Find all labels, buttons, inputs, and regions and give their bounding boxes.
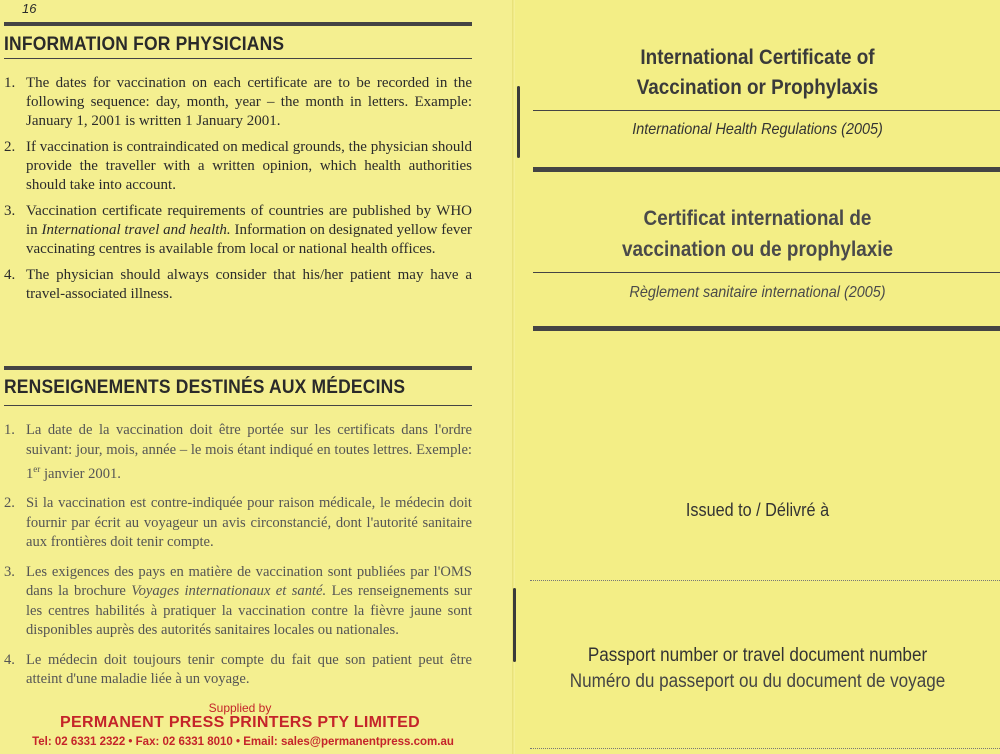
title-rule <box>533 272 1000 273</box>
list-item: 2. Si la vaccination est contre-indiquée pour raison médicale, le médecin doit fournir par écrit au voyageur un avis circonstancié, dont l'autorité sanitaire aux frontières doit tenir compte. <box>4 495 472 551</box>
margin-mark <box>513 588 516 662</box>
section-rule <box>4 366 472 370</box>
title-rule <box>533 110 1000 111</box>
physician-info-list-fr <box>4 421 473 700</box>
certificate-title-fr-line2: vaccination ou de prophylaxie <box>622 238 893 261</box>
heading-fr-underline <box>4 405 472 406</box>
heading-en-underline <box>4 58 472 59</box>
list-item: 1. The dates for vaccination on each certificate are to be recorded in the following sequence: day, month, year – the month in letters. Example: January 1, 2001 is written 1 January 2001. <box>4 75 472 129</box>
page-number: 16 <box>22 1 37 16</box>
issued-to-label: Issued to / Délivré à <box>685 500 830 520</box>
list-item: 4. Le médecin doit toujours tenir compte du fait que son patient peut être atteint d'une maladie liée à un voyage. <box>4 651 472 688</box>
publication-title: Voyages internationaux et santé. <box>131 583 327 600</box>
issued-to-line <box>530 580 1000 581</box>
list-item: 1. La date de la vaccination doit être portée sur les certificats dans l'ordre suivant: jour, mois, année – le mois étant indiqué en toutes lettres. Exemple: 1er janvier 2001. <box>4 422 472 482</box>
list-item: 3. Vaccination certificate requirements of countries are published by WHO in International travel and health. Information on designated yellow fever vaccinating centres is available from local or national health offices. <box>4 203 473 257</box>
publication-title: International travel and health. <box>41 222 231 238</box>
section-rule <box>533 326 1000 331</box>
heading-en: INFORMATION FOR PHYSICIANS <box>4 34 285 55</box>
right-page <box>515 0 1000 754</box>
passport-number-line <box>530 748 1000 749</box>
supplier-label: Supplied by <box>208 701 272 715</box>
regulations-subtitle-en: International Health Regulations (2005) <box>632 121 883 138</box>
section-rule <box>533 167 1000 172</box>
list-item: 3. Les exigences des pays en matière de vaccination sont publiées par l'OMS dans la brochure Voyages internationaux et santé. Les renseignements sur les centres habilités à pratiquer la vaccination contre la fièvre jaune sont disponibles auprès des autorités sanitaires locales ou nationales. <box>4 563 473 639</box>
supplier-name: PERMANENT PRESS PRINTERS PTY LIMITED <box>60 714 420 731</box>
certificate-title-fr-line1: Certificat international de <box>643 207 872 230</box>
list-item: 2. If vaccination is contraindicated on medical grounds, the physician should provide the traveller with a written opinion, which health authorities should take into account. <box>4 139 472 193</box>
list-item: 4. The physician should always consider that his/her patient may have a travel-associated illness. <box>4 267 472 302</box>
certificate-title-en-line2: Vaccination or Prophylaxis <box>636 76 879 99</box>
top-rule <box>4 22 472 26</box>
physician-info-list-en <box>4 74 473 311</box>
heading-fr: RENSEIGNEMENTS DESTINÉS AUX MÉDECINS <box>4 377 406 398</box>
margin-mark <box>517 86 520 158</box>
supplier-contact: Tel: 02 6331 2322 • Fax: 02 6331 8010 • Email: sales@permanentpress.com.au <box>32 736 454 748</box>
passport-number-label-fr: Numéro du passeport ou du document de voyage <box>569 671 946 692</box>
certificate-title-en-line1: International Certificate of <box>640 46 875 69</box>
regulations-subtitle-fr: Règlement sanitaire international (2005) <box>629 284 886 301</box>
passport-number-label-en: Passport number or travel document number <box>587 645 928 666</box>
